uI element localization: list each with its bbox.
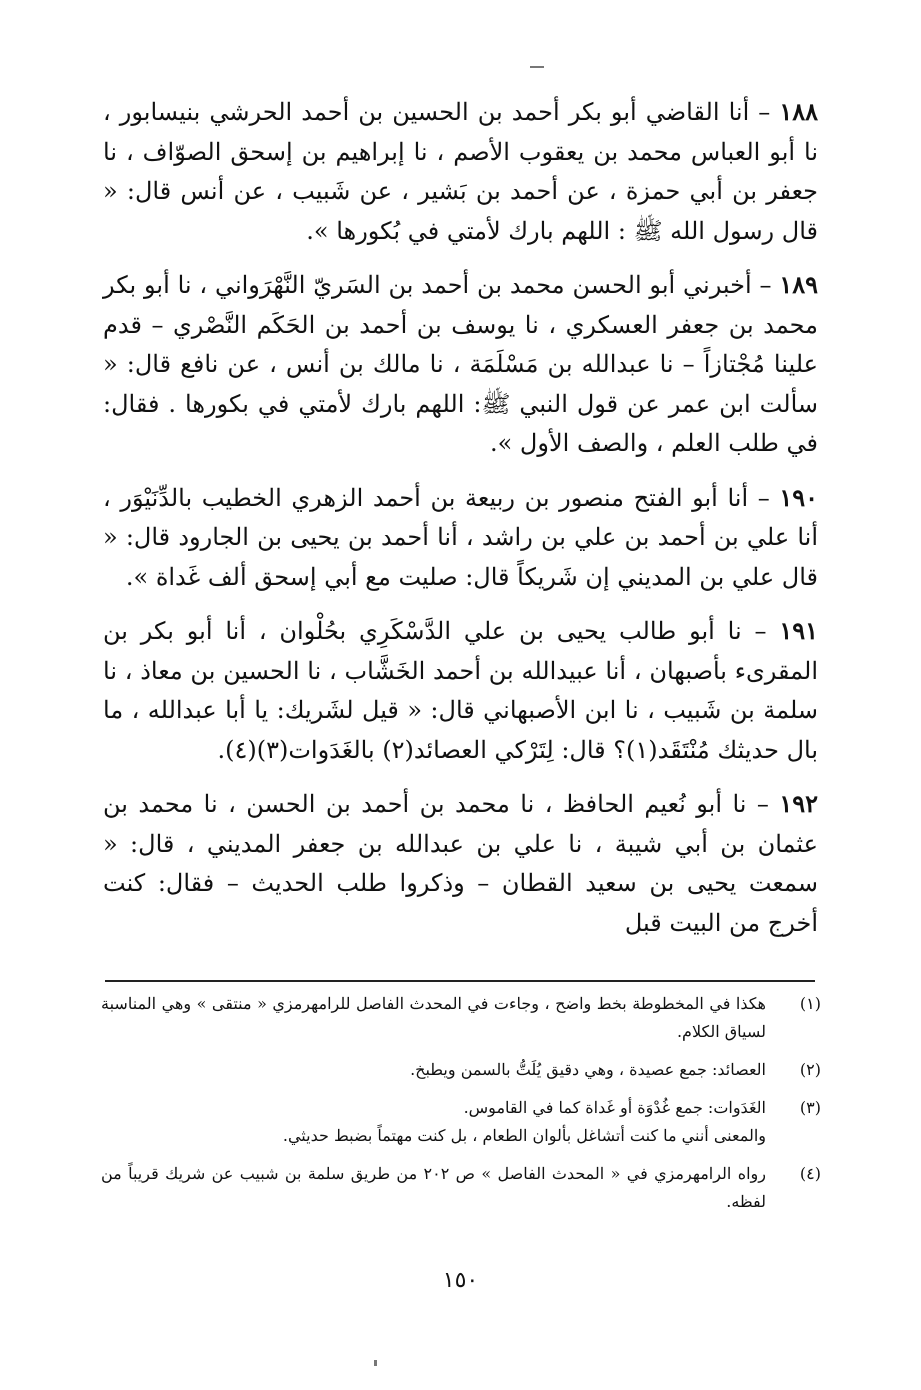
top-mark <box>530 66 544 68</box>
footnote-text <box>101 1056 766 1084</box>
footnote-line: والمعنى أنني ما كنت أتشاغل بألوان الطعام ، بل كنت مهتماً بضبط حديثي. <box>282 1126 766 1145</box>
footnote-4 <box>101 1160 821 1216</box>
bottom-mark <box>374 1360 377 1366</box>
hadith-188 <box>103 92 818 251</box>
hadith-number: ١٨٩ <box>779 270 818 299</box>
footnote-text <box>101 1160 766 1216</box>
footnote-number: (٤) <box>799 1164 821 1183</box>
footnote-2 <box>101 1056 821 1084</box>
hadith-text: – أنا القاضي أبو بكر أحمد بن الحسين بن أحمد الحرشي بنيسابور ، نا أبو العباس محمد بن يعقوب الأصم ، نا إبراهيم بن إسحق الصوّاف ، نا جعفر بن أبي حمزة ، عن أحمد بن بَشير ، عن شَبيب ، عن أنس قال: « قال رسول الله ﷺ : اللهم بارك لأمتي في بُكورها ». <box>103 98 818 245</box>
hadith-number: ١٩١ <box>779 616 818 645</box>
footnote-3 <box>101 1094 821 1150</box>
footnote-line: رواه الرامهرمزي في « المحدث الفاصل » ص ٢٠٢ من طريق سلمة بن شبيب عن شريك قريباً من لفظه. <box>101 1164 767 1211</box>
hadith-189 <box>103 265 818 464</box>
footnote-number: (١) <box>799 994 821 1013</box>
hadith-191 <box>103 611 818 770</box>
footnotes <box>101 990 821 1226</box>
footnote-separator <box>105 980 815 982</box>
page-number: ١٥٠ <box>442 1268 479 1293</box>
footnote-line: العصائد: جمع عصيدة ، وهي دقيق يُلَتُّ بالسمن ويطبخ. <box>410 1060 766 1079</box>
footnote-line: الغَدَوات: جمع غُدْوَة أو غَداة كما في القاموس. <box>463 1098 766 1117</box>
footnote-text <box>101 990 766 1046</box>
hadith-text: – أخبرني أبو الحسن محمد بن أحمد بن السَريّ النَّهْرَواني ، نا أبو بكر محمد بن جعفر العسكري ، نا يوسف بن أحمد بن الحَكَم النَّصْري – قدم علينا مُجْتازاً – نا عبدالله بن مَسْلَمَة ، نا مالك بن أنس ، عن نافع قال: « سألت ابن عمر عن قول النبي ﷺ: اللهم بارك لأمتي في بكورها . فقال: في طلب العلم ، والصف الأول ». <box>103 271 818 457</box>
footnote-number: (٢) <box>799 1060 821 1079</box>
hadith-192 <box>103 784 818 943</box>
hadith-190 <box>103 478 818 598</box>
hadith-number: ١٩٢ <box>779 789 818 818</box>
hadith-text: – نا أبو نُعيم الحافظ ، نا محمد بن أحمد بن الحسن ، نا محمد بن عثمان بن أبي شيبة ، نا علي بن عبدالله بن جعفر المديني ، قال: « سمعت يحيى بن سعيد القطان – وذكروا طلب الحديث – فقال: كنت أخرج من البيت قبل <box>103 790 818 937</box>
hadith-number: ١٩٠ <box>779 482 818 512</box>
hadith-text-block <box>103 92 818 957</box>
hadith-text: – نا أبو طالب يحيى بن علي الدَّسْكَرِي بحُلْوان ، أنا أبو بكر بن المقرىء بأصبهان ، أنا عبيدالله بن أحمد الخَشَّاب ، نا الحسين بن معاذ ، نا سلمة بن شَبيب ، نا ابن الأصبهاني قال: « قيل لشَريك: يا أبا عبدالله ، ما بال حديثك مُنْتَقَد(١)؟ قال: لِتَرْكي العصائد(٢) بالغَدَوات(٣)(٤). <box>103 617 818 764</box>
footnote-text <box>101 1094 766 1150</box>
hadith-text: – أنا أبو الفتح منصور بن ربيعة بن أحمد الزهري الخطيب بالدِّنَيْوَر ، أنا علي بن أحمد بن علي بن راشد ، أنا أحمد بن يحيى بن الجارود قال: « قال علي بن المديني إن شَريكاً قال: صليت مع أبي إسحق ألف غَداة ». <box>103 483 818 591</box>
footnote-number: (٣) <box>799 1098 821 1117</box>
hadith-number: ١٨٨ <box>779 97 818 126</box>
footnote-line: هكذا في المخطوطة بخط واضح ، وجاءت في المحدث الفاصل للرامهرمزي « منتقى » وهي المناسبة لسياق الكلام. <box>101 994 766 1041</box>
footnote-1 <box>101 990 821 1046</box>
